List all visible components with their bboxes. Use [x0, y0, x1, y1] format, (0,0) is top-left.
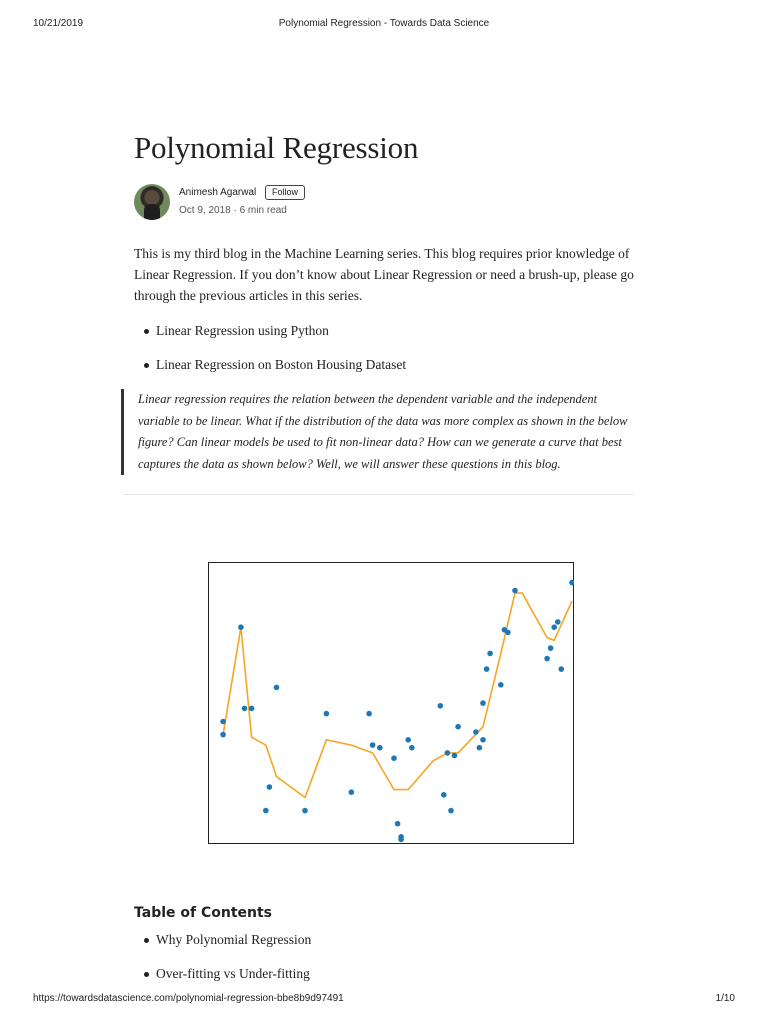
data-point [405, 737, 411, 743]
series-links [134, 321, 634, 389]
intro-paragraph: This is my third blog in the Machine Learning series. This blog requires prior knowledge of Linear Regression. If you don’t know about Linear Regression or need a brush-up, please go through the previous articles in this series. [134, 246, 634, 303]
print-footer [0, 993, 768, 1007]
chart-frame [209, 563, 574, 844]
data-point [505, 630, 511, 636]
print-page-number: 1/10 [715, 993, 735, 1004]
data-point [324, 711, 330, 717]
article-title: Polynomial Regression [134, 130, 419, 165]
pull-quote: Linear regression requires the relation between the dependent variable and the independent variable to be linear. What if the distribution of the data was more complex as shown in the below figure? Can linear models be used to fit non-linear data? How can we generate a curve that best captures the data as shown below? Well, we will answer these questions in this blog. [121, 389, 634, 475]
author-avatar[interactable] [134, 184, 170, 220]
data-point [438, 703, 444, 709]
data-point [445, 750, 451, 756]
series-link-boston-housing[interactable]: Linear Regression on Boston Housing Dataset [134, 355, 634, 389]
data-point [349, 789, 355, 795]
data-point [409, 745, 415, 751]
data-point [398, 837, 404, 843]
data-point [263, 808, 269, 814]
data-point [555, 619, 561, 625]
toc-item-why-polynomial-regression[interactable]: Why Polynomial Regression [134, 930, 634, 964]
data-point [484, 666, 490, 672]
series-link-linear-regression-python[interactable]: Linear Regression using Python [134, 321, 634, 355]
data-point [302, 808, 308, 814]
data-point [448, 808, 454, 814]
print-date: 10/21/2019 [33, 18, 84, 29]
data-point [473, 729, 479, 735]
author-name[interactable]: Animesh Agarwal [179, 187, 257, 198]
quote-divider [124, 494, 634, 495]
data-point [391, 755, 397, 761]
data-point [377, 745, 383, 751]
data-point [366, 711, 372, 717]
data-point [498, 682, 504, 688]
data-point [238, 624, 244, 630]
data-point [548, 645, 554, 651]
data-point [452, 753, 458, 759]
data-point [480, 737, 486, 743]
print-url: https://towardsdatascience.com/polynomial-regression-bbe8b9d97491 [33, 993, 344, 1004]
data-point [395, 821, 401, 827]
data-point [544, 656, 550, 662]
table-of-contents [134, 930, 634, 998]
data-point [441, 792, 447, 798]
data-point [487, 651, 493, 657]
print-header [0, 18, 768, 32]
data-point [559, 666, 565, 672]
data-point [551, 624, 557, 630]
data-point [274, 685, 280, 691]
data-point [455, 724, 461, 730]
data-point [480, 700, 486, 706]
follow-button[interactable]: Follow [265, 185, 305, 200]
data-point [220, 732, 226, 738]
data-point [477, 745, 483, 751]
toc-item-overfitting-vs-underfitting[interactable]: Over-fitting vs Under-fitting [134, 964, 634, 998]
article-meta: Oct 9, 2018 · 6 min read [179, 205, 287, 216]
toc-heading: Table of Contents [134, 905, 273, 921]
data-point [249, 706, 255, 712]
data-point [267, 784, 273, 790]
print-page-title: Polynomial Regression - Towards Data Science [278, 18, 490, 29]
data-point [370, 742, 376, 748]
data-point [512, 588, 518, 594]
data-point [242, 706, 248, 712]
polynomial-fit-chart [208, 562, 574, 844]
author-byline [134, 184, 634, 224]
data-point [220, 719, 226, 725]
